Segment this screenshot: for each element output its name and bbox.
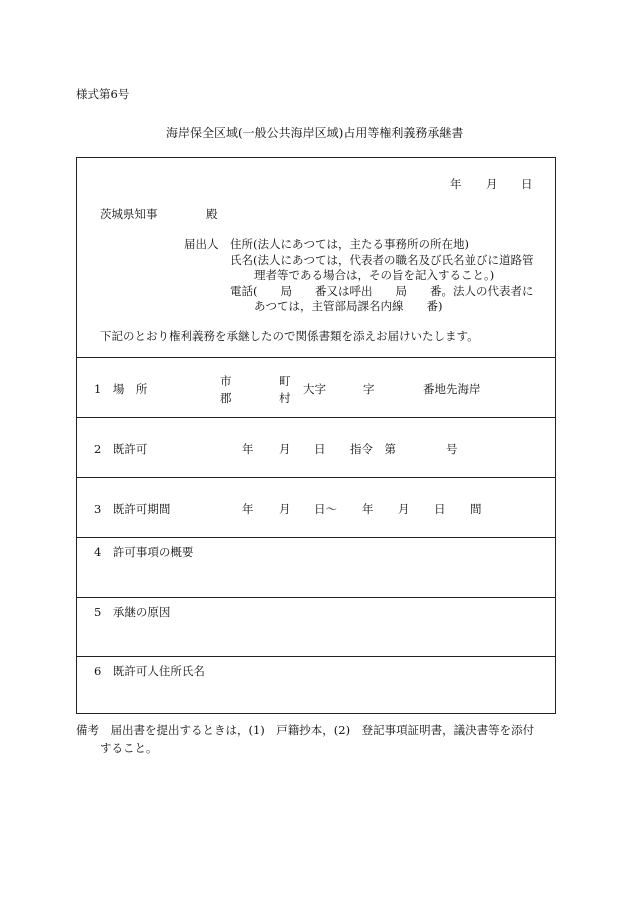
location-mura: 村 xyxy=(279,391,291,405)
row-cause-label: 5 承継の原因 xyxy=(94,605,171,619)
row-holder-label: 6 既許可人住所氏名 xyxy=(94,664,205,678)
permit-month: 月 xyxy=(279,442,291,456)
document-title: 海岸保全区域(一般公共海岸区域)占用等権利義務承継書 xyxy=(166,126,464,140)
addressee-honorific: 殿 xyxy=(206,207,218,221)
divider-row-6 xyxy=(76,656,556,657)
location-banchi: 番地先海岸 xyxy=(423,382,481,396)
permit-year: 年 xyxy=(242,442,254,456)
applicant-label: 届出人 xyxy=(184,237,219,251)
period-year-start: 年 xyxy=(242,502,254,516)
applicant-name-line-2: 理者等である場合は，その旨を記入すること。) xyxy=(254,268,495,282)
period-between: 間 xyxy=(470,502,482,516)
remarks-line-1: 備考 届出書を提出するときは，(1) 戸籍抄本，(2) 登記事項証明書，議決書等を添付 xyxy=(76,723,535,737)
applicant-phone-line-1: 電話( 局 番又は呼出 局 番。法人の代表者に xyxy=(230,284,534,298)
divider-row-4 xyxy=(76,537,556,538)
row-permit-label: 2 既許可 xyxy=(94,442,148,456)
applicant-address-line: 住所(法人にあつては，主たる事務所の所在地) xyxy=(230,237,469,251)
location-aza: 字 xyxy=(363,382,375,396)
divider-row-3 xyxy=(76,477,556,478)
date-year: 年 xyxy=(450,177,462,191)
permit-directive: 指令 第 xyxy=(350,442,396,456)
permit-number: 号 xyxy=(446,442,458,456)
divider-row-5 xyxy=(76,597,556,598)
applicant-name-line-1: 氏名(法人にあつては，代表者の職名及び氏名並びに道路管 xyxy=(230,253,534,267)
row-location-label: 1 場 所 xyxy=(94,382,148,396)
period-month-start: 月 xyxy=(279,502,291,516)
date-month: 月 xyxy=(486,177,498,191)
location-gun: 郡 xyxy=(220,391,232,405)
location-machi: 町 xyxy=(279,374,291,388)
period-month-end: 月 xyxy=(398,502,410,516)
applicant-phone-line-2: あつては，主管部局課名内線 番) xyxy=(254,299,443,313)
permit-day: 日 xyxy=(314,442,326,456)
period-day-start: 日～ xyxy=(314,502,337,516)
remarks-line-2: すること。 xyxy=(100,741,158,755)
statement: 下記のとおり権利義務を承継したので関係書類を添えお届けいたします。 xyxy=(100,329,479,343)
period-year-end: 年 xyxy=(362,502,374,516)
divider-row-2 xyxy=(76,417,556,418)
location-shi: 市 xyxy=(220,374,232,388)
divider-row-1 xyxy=(76,357,556,358)
location-oaza: 大字 xyxy=(303,382,326,396)
row-summary-label: 4 許可事項の概要 xyxy=(94,545,194,559)
date-day: 日 xyxy=(521,177,533,191)
form-number: 様式第6号 xyxy=(76,87,130,101)
addressee: 茨城県知事 xyxy=(100,207,158,221)
row-period-label: 3 既許可期間 xyxy=(94,502,171,516)
period-day-end: 日 xyxy=(434,502,446,516)
